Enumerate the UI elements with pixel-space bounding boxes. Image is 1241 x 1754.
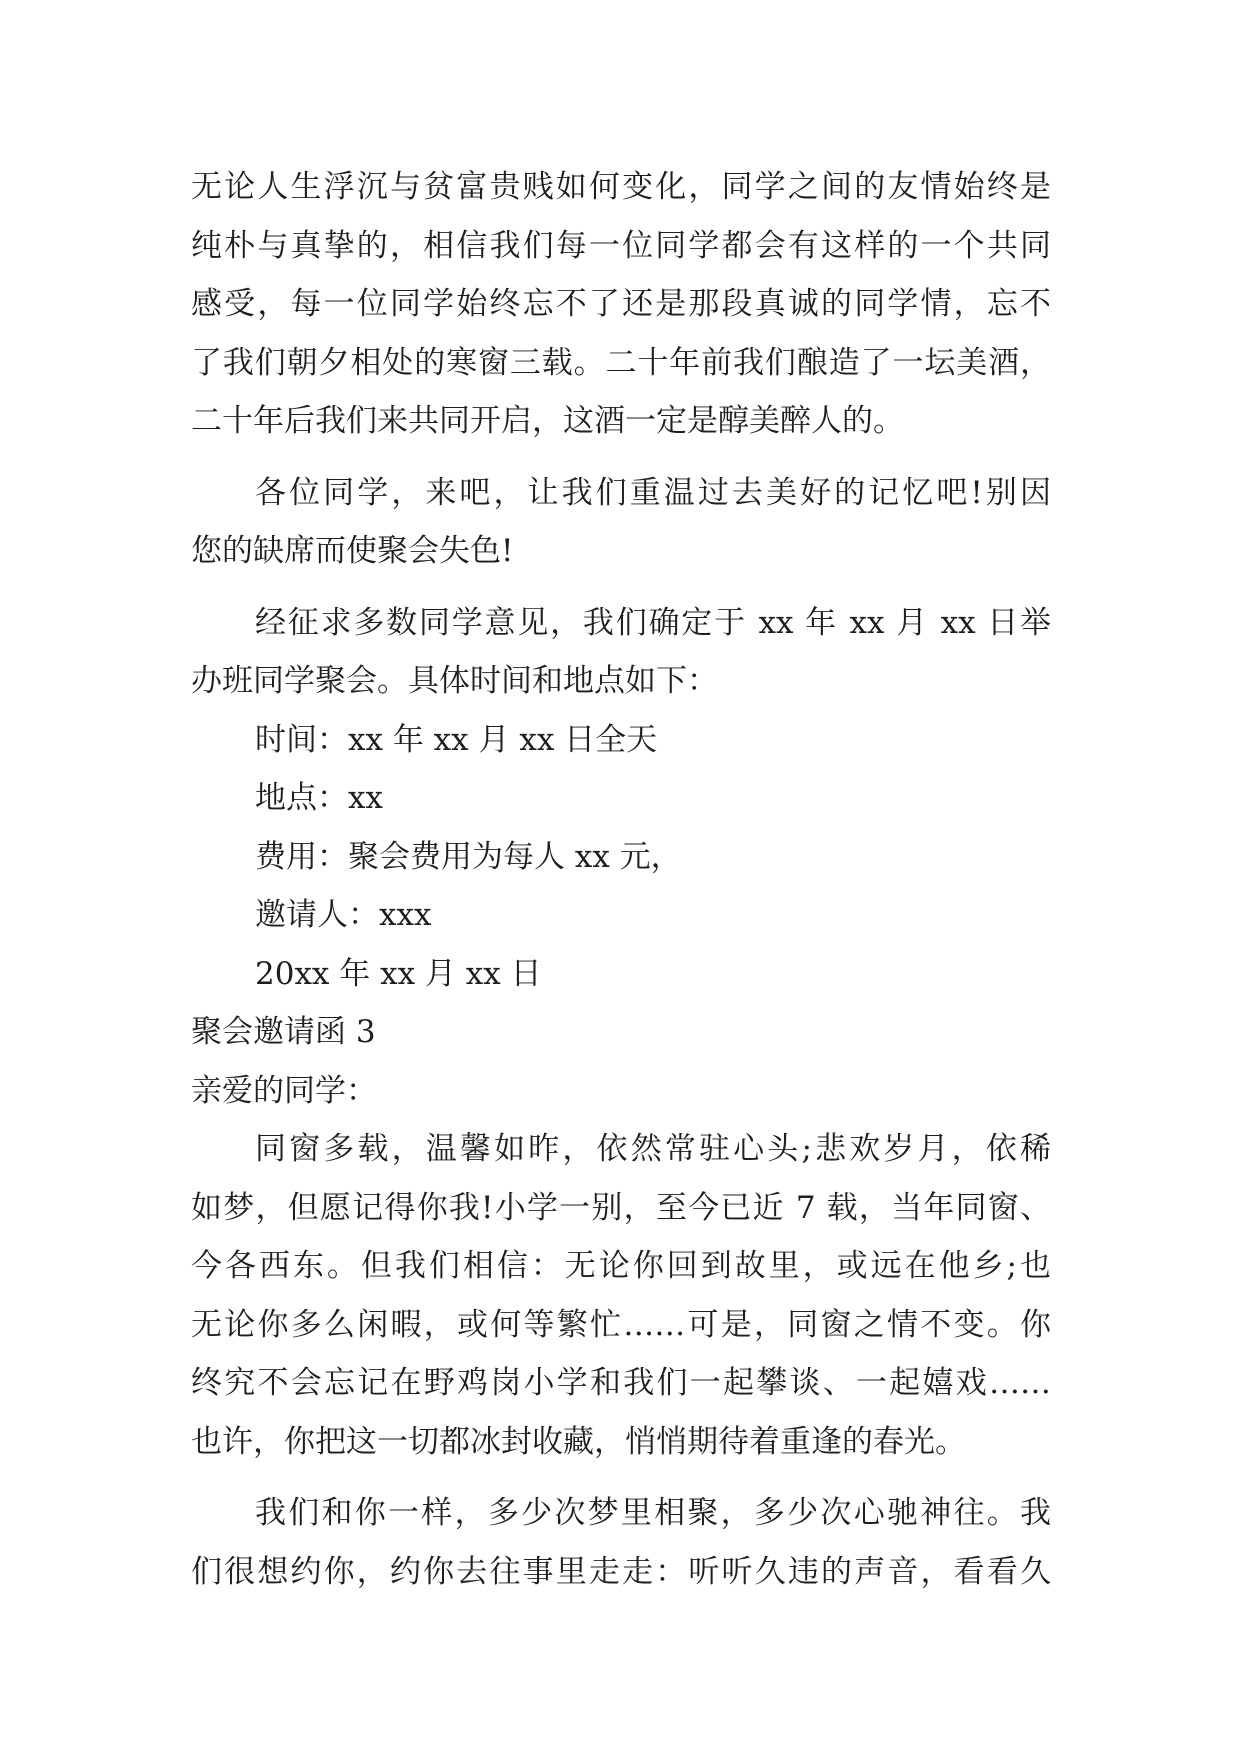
text-line: 纯朴与真挚的，相信我们每一位同学都会有这样的一个共同	[191, 227, 1051, 264]
event-inviter: 邀请人：xxx	[255, 897, 432, 933]
paragraph-friendship	[191, 158, 1051, 451]
text-line: 也许，你把这一切都冰封收藏，悄悄期待着重逢的春光。	[191, 1423, 966, 1460]
text-line: 无论你多么闲暇，或何等繁忙……可是，同窗之情不变。你	[191, 1306, 1051, 1343]
event-date: 20xx 年 xx 月 xx 日	[255, 955, 542, 992]
text-line: 感受，每一位同学始终忘不了还是那段真诚的同学情，忘不	[191, 286, 1051, 322]
paragraph-invitation	[191, 1484, 1051, 1601]
paragraph-call-to-join	[191, 464, 1051, 581]
event-time: 时间：xx 年 xx 月 xx 日全天	[255, 721, 658, 758]
paragraph-gap	[191, 1471, 1051, 1484]
text-line: 无论人生浮沉与贫富贵贱如何变化，同学之间的友情始终是	[191, 169, 1051, 205]
paragraph-schedule-intro	[191, 594, 1051, 711]
text-line: 如梦，但愿记得你我!小学一别，至今已近 7 载，当年同窗、	[191, 1189, 1051, 1226]
paragraph-memories	[191, 1120, 1051, 1471]
text-line: 终究不会忘记在野鸡岗小学和我们一起攀谈、一起嬉戏……	[191, 1365, 1051, 1401]
salutation: 亲爱的同学：	[191, 1072, 377, 1109]
text-line: 同窗多载，温馨如昨，依然常驻心头;悲欢岁月，依稀	[255, 1131, 1051, 1167]
text-line: 我们和你一样，多少次梦里相聚，多少次心驰神往。我	[255, 1495, 1051, 1531]
text-line: 您的缺席而使聚会失色!	[191, 533, 514, 569]
text-line: 了我们朝夕相处的寒窗三载。二十年前我们酿造了一坛美酒，	[191, 344, 1051, 381]
text-line: 今各西东。但我们相信：无论你回到故里，或远在他乡;也	[191, 1248, 1051, 1284]
text-line: 二十年后我们来共同开启，这酒一定是醇美醉人的。	[191, 403, 904, 439]
text-line: 办班同学聚会。具体时间和地点如下：	[191, 663, 718, 699]
section-title: 聚会邀请函 3	[191, 1014, 376, 1050]
event-place: 地点：xx	[255, 780, 383, 816]
paragraph-gap	[191, 451, 1051, 464]
event-details	[191, 711, 1051, 1004]
paragraph-gap	[191, 581, 1051, 594]
event-fee: 费用：聚会费用为每人 xx 元，	[255, 838, 682, 875]
text-line: 各位同学，来吧，让我们重温过去美好的记忆吧!别因	[255, 474, 1051, 511]
document-body	[191, 158, 1051, 1601]
text-line: 经征求多数同学意见，我们确定于 xx 年 xx 月 xx 日举	[255, 604, 1051, 641]
text-line: 们很想约你，约你去往事里走走：听听久违的声音，看看久	[191, 1553, 1051, 1590]
